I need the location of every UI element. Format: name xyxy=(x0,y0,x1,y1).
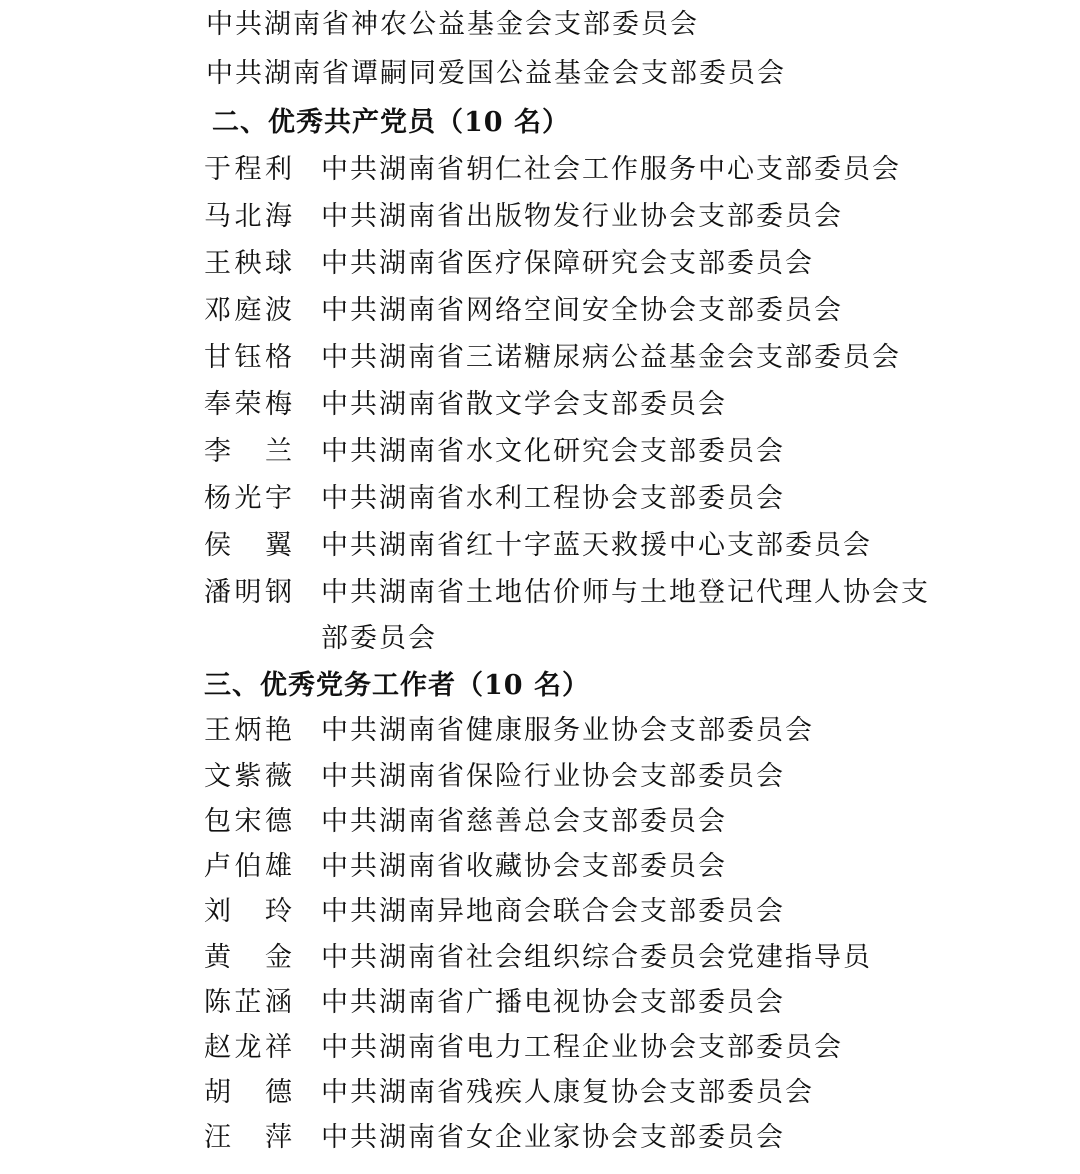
section-heading-excellent-workers: 三、优秀党务工作者（10 名） xyxy=(204,670,590,701)
organization-name: 中共湖南省慈善总会支部委员会 xyxy=(321,806,727,837)
organization-name: 中共湖南省社会组织综合委员会党建指导员 xyxy=(321,942,872,973)
person-name: 陈 芷 涵 xyxy=(204,987,294,1018)
organization-name: 中共湖南省残疾人康复协会支部委员会 xyxy=(321,1077,814,1108)
organization-name: 中共湖南省出版物发行业协会支部委员会 xyxy=(321,201,843,232)
person-name: 文 紫 薇 xyxy=(204,761,294,792)
section-heading-excellent-members: 二、优秀共产党员（10 名） xyxy=(212,107,570,138)
organization-name: 中共湖南异地商会联合会支部委员会 xyxy=(321,896,785,927)
organization-name: 中共湖南省医疗保障研究会支部委员会 xyxy=(321,248,814,279)
person-name: 甘 钰 格 xyxy=(204,342,294,373)
person-name: 于 程 利 xyxy=(204,154,294,185)
org-line: 中共湖南省神农公益基金会支部委员会 xyxy=(206,9,699,40)
organization-name: 中共湖南省红十字蓝天救援中心支部委员会 xyxy=(321,530,872,561)
organization-name: 中共湖南省广播电视协会支部委员会 xyxy=(321,987,785,1018)
person-name: 潘 明 钢 xyxy=(204,577,294,608)
organization-name: 中共湖南省健康服务业协会支部委员会 xyxy=(321,715,814,746)
organization-name-continuation: 部委员会 xyxy=(321,623,437,654)
person-name: 包 宋 德 xyxy=(204,806,294,837)
organization-name: 中共湖南省土地估价师与土地登记代理人协会支 xyxy=(321,577,930,608)
person-name: 刘 玲 xyxy=(204,896,294,927)
person-name: 王 炳 艳 xyxy=(204,715,294,746)
organization-name: 中共湖南省水文化研究会支部委员会 xyxy=(321,436,785,467)
person-name: 侯 翼 xyxy=(204,530,294,561)
person-name: 奉 荣 梅 xyxy=(204,389,294,420)
organization-name: 中共湖南省保险行业协会支部委员会 xyxy=(321,761,785,792)
organization-name: 中共湖南省收藏协会支部委员会 xyxy=(321,851,727,882)
person-name: 赵 龙 祥 xyxy=(204,1032,294,1063)
organization-name: 中共湖南省电力工程企业协会支部委员会 xyxy=(321,1032,843,1063)
person-name: 黄 金 xyxy=(204,942,294,973)
organization-name: 中共湖南省女企业家协会支部委员会 xyxy=(321,1122,785,1153)
person-name: 汪 萍 xyxy=(204,1122,294,1153)
person-name: 马 北 海 xyxy=(204,201,294,232)
organization-name: 中共湖南省网络空间安全协会支部委员会 xyxy=(321,295,843,326)
person-name: 杨 光 宇 xyxy=(204,483,294,514)
organization-name: 中共湖南省三诺糖尿病公益基金会支部委员会 xyxy=(321,342,901,373)
person-name: 卢 伯 雄 xyxy=(204,851,294,882)
organization-name: 中共湖南省䢁仁社会工作服务中心支部委员会 xyxy=(321,154,901,185)
person-name: 邓 庭 波 xyxy=(204,295,294,326)
organization-name: 中共湖南省水利工程协会支部委员会 xyxy=(321,483,785,514)
person-name: 王 秧 球 xyxy=(204,248,294,279)
person-name: 李 兰 xyxy=(204,436,294,467)
person-name: 胡 德 xyxy=(204,1077,294,1108)
organization-name: 中共湖南省散文学会支部委员会 xyxy=(321,389,727,420)
org-line: 中共湖南省谭嗣同爱国公益基金会支部委员会 xyxy=(206,58,786,89)
